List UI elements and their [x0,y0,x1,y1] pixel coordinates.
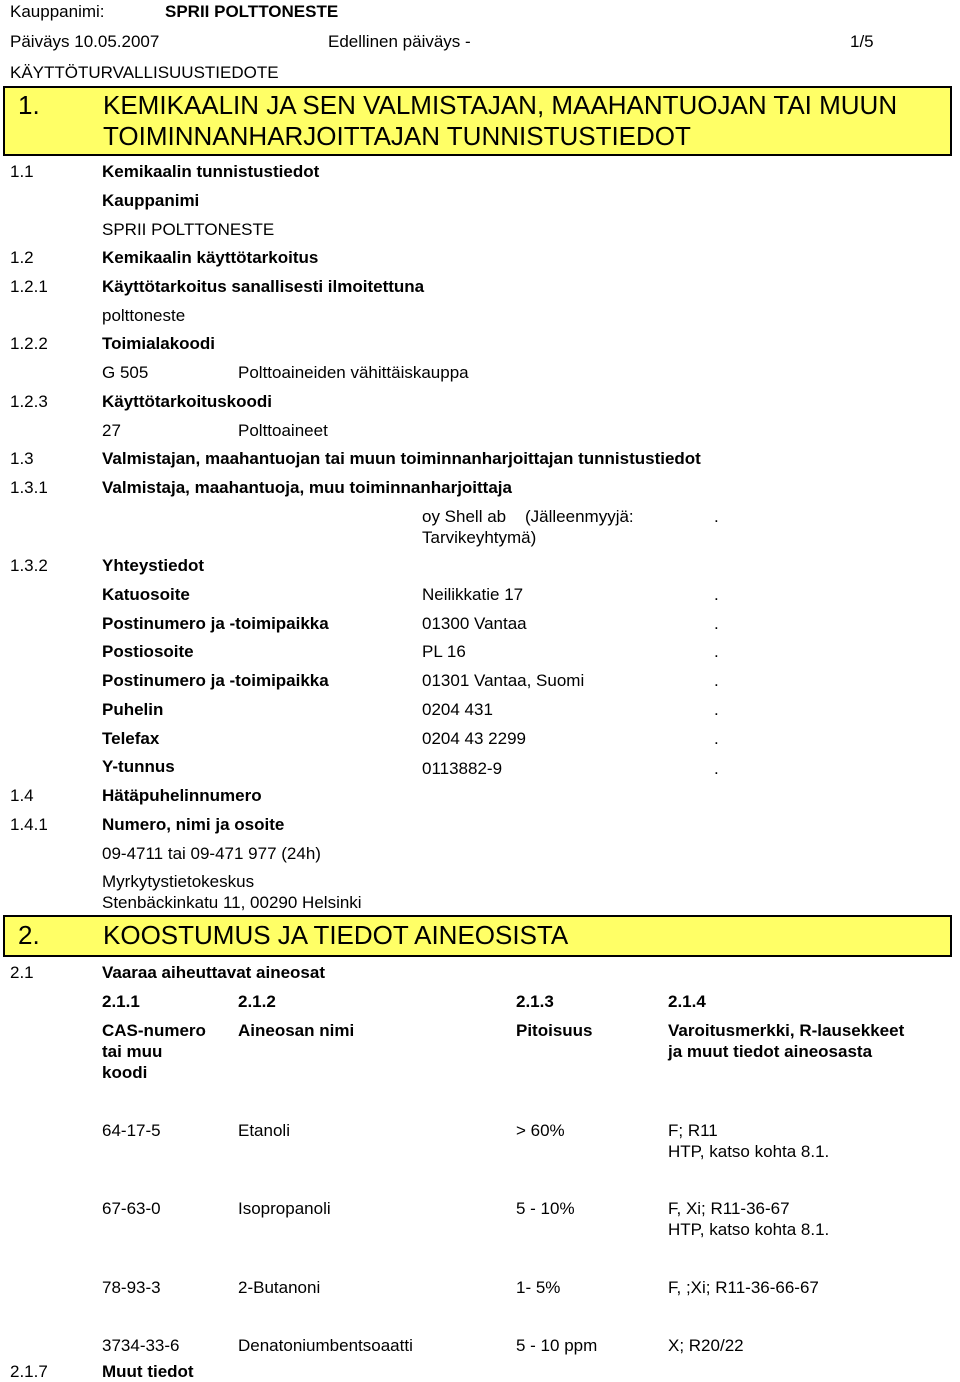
contact-value: Neilikkatie 17 [422,585,524,604]
hazard-info: F, ;Xi; R11-36-66-67 [668,1278,819,1297]
poison-center-name: Myrkytystietokeskus [102,872,255,891]
subsection-number: 1.3.1 [10,478,48,497]
contact-dot: . [714,585,719,604]
contact-dot: . [714,700,719,719]
concentration: 5 - 10 ppm [516,1336,598,1355]
concentration: 5 - 10% [516,1199,575,1218]
column-number: 2.1.4 [668,992,706,1011]
document-title: KÄYTTÖTURVALLISUUSTIEDOTE [10,63,279,82]
company-name-line2: Tarvikeyhtymä) [422,528,537,547]
subsection-title: Toimialakoodi [102,334,216,353]
subsection-number: 1.3 [10,449,34,468]
emergency-phone: 09-4711 tai 09-471 977 (24h) [102,844,321,863]
cas-number: 64-17-5 [102,1121,161,1140]
subsection-number: 1.2.3 [10,392,48,411]
page-number: 1/5 [850,32,874,51]
column-header-name: Aineosan nimi [238,1021,355,1040]
previous-date: Edellinen päiväys - [328,32,471,51]
contact-dot: . [714,671,719,690]
contact-value: 0113882-9 [422,759,503,778]
contact-dot: . [714,729,719,748]
contact-label: Y-tunnus [102,757,175,776]
substance-name: Isopropanoli [238,1199,331,1218]
subsection-number: 1.3.2 [10,556,48,575]
subsection-number: 2.1.7 [10,1362,48,1381]
subsection-number: 1.2 [10,248,34,267]
trade-name-label: Kauppanimi: [10,2,105,21]
industry-description: Polttoaineiden vähittäiskauppa [238,363,469,382]
hazard-info-note: HTP, katso kohta 8.1. [668,1220,830,1239]
contact-dot: . [714,759,719,778]
trade-name-field-value: SPRII POLTTONESTE [102,220,275,239]
column-header-hazard: Varoitusmerkki, R-lausekkeet [668,1021,905,1040]
cas-number: 67-63-0 [102,1199,161,1218]
column-header-cas: tai muu [102,1042,163,1061]
subsection-title: Hätäpuhelinnumero [102,786,262,805]
column-header-cas: CAS-numero [102,1021,206,1040]
poison-center-address: Stenbäckinkatu 11, 00290 Helsinki [102,893,362,912]
section-2-number: 2. [18,920,40,950]
subsection-title: Käyttötarkoituskoodi [102,392,273,411]
cas-number: 3734-33-6 [102,1336,180,1355]
contact-value: 0204 431 [422,700,493,719]
hazard-info: X; R20/22 [668,1336,744,1355]
section-2-banner [3,915,952,957]
subsection-title: Valmistaja, maahantuoja, muu toiminnanharjoittaja [102,478,512,497]
contact-dot: . [714,614,719,633]
contact-value: 01301 Vantaa, Suomi [422,671,585,690]
contact-dot: . [714,642,719,661]
contact-label: Postinumero ja -toimipaikka [102,671,329,690]
subsection-number: 1.1 [10,162,34,181]
contact-label: Puhelin [102,700,164,719]
trade-name-field-label: Kauppanimi [102,191,200,210]
use-code-description: Polttoaineet [238,421,328,440]
concentration: > 60% [516,1121,565,1140]
contact-value: 01300 Vantaa [422,614,527,633]
subsection-title: Numero, nimi ja osoite [102,815,285,834]
subsection-number: 1.4.1 [10,815,48,834]
section-2-title: KOOSTUMUS JA TIEDOT AINEOSISTA [103,920,569,950]
trade-name-value: SPRII POLTTONESTE [165,2,339,21]
subsection-title: Muut tiedot [102,1362,194,1381]
contact-label: Katuosoite [102,585,190,604]
subsection-title: Yhteystiedot [102,556,205,575]
column-number: 2.1.2 [238,992,276,1011]
contact-label: Postinumero ja -toimipaikka [102,614,329,633]
subsection-title: Kemikaalin käyttötarkoitus [102,248,319,267]
use-code: 27 [102,421,121,440]
substance-name: Etanoli [238,1121,290,1140]
company-dot: . [714,507,719,526]
use-description: polttoneste [102,306,186,325]
column-header-concentration: Pitoisuus [516,1021,593,1040]
subsection-number: 2.1 [10,963,34,982]
concentration: 1- 5% [516,1278,561,1297]
industry-code: G 505 [102,363,149,382]
substance-name: 2-Butanoni [238,1278,321,1297]
subsection-title: Käyttötarkoitus sanallisesti ilmoitettuna [102,277,425,296]
section-1-title-line2: TOIMINNANHARJOITTAJAN TUNNISTUSTIEDOT [103,121,691,151]
substance-name: Denatoniumbentsoaatti [238,1336,413,1355]
subsection-number: 1.2.1 [10,277,48,296]
contact-label: Telefax [102,729,160,748]
document-date: Päiväys 10.05.2007 [10,32,160,51]
subsection-number: 1.2.2 [10,334,48,353]
column-header-hazard: ja muut tiedot aineosasta [668,1042,873,1061]
column-number: 2.1.1 [102,992,140,1011]
section-1-title-line1: KEMIKAALIN JA SEN VALMISTAJAN, MAAHANTUOJAN TAI MUUN [103,90,898,120]
column-header-cas: koodi [102,1063,148,1082]
hazard-info: F; R11 [668,1121,718,1140]
subsection-title: Valmistajan, maahantuojan tai muun toiminnanharjoittajan tunnistustiedot [102,449,701,468]
subsection-title: Vaaraa aiheuttavat aineosat [102,963,326,982]
subsection-title: Kemikaalin tunnistustiedot [102,162,320,181]
section-1-banner [3,86,952,156]
contact-value: PL 16 [422,642,466,661]
hazard-info-note: HTP, katso kohta 8.1. [668,1142,830,1161]
hazard-info: F, Xi; R11-36-67 [668,1199,790,1218]
subsection-number: 1.4 [10,786,34,805]
section-1-number: 1. [18,90,40,120]
contact-label: Postiosoite [102,642,194,661]
column-number: 2.1.3 [516,992,554,1011]
company-name-line1: oy Shell ab (Jälleenmyyjä: [422,507,634,526]
contact-value: 0204 43 2299 [422,729,526,748]
cas-number: 78-93-3 [102,1278,161,1297]
